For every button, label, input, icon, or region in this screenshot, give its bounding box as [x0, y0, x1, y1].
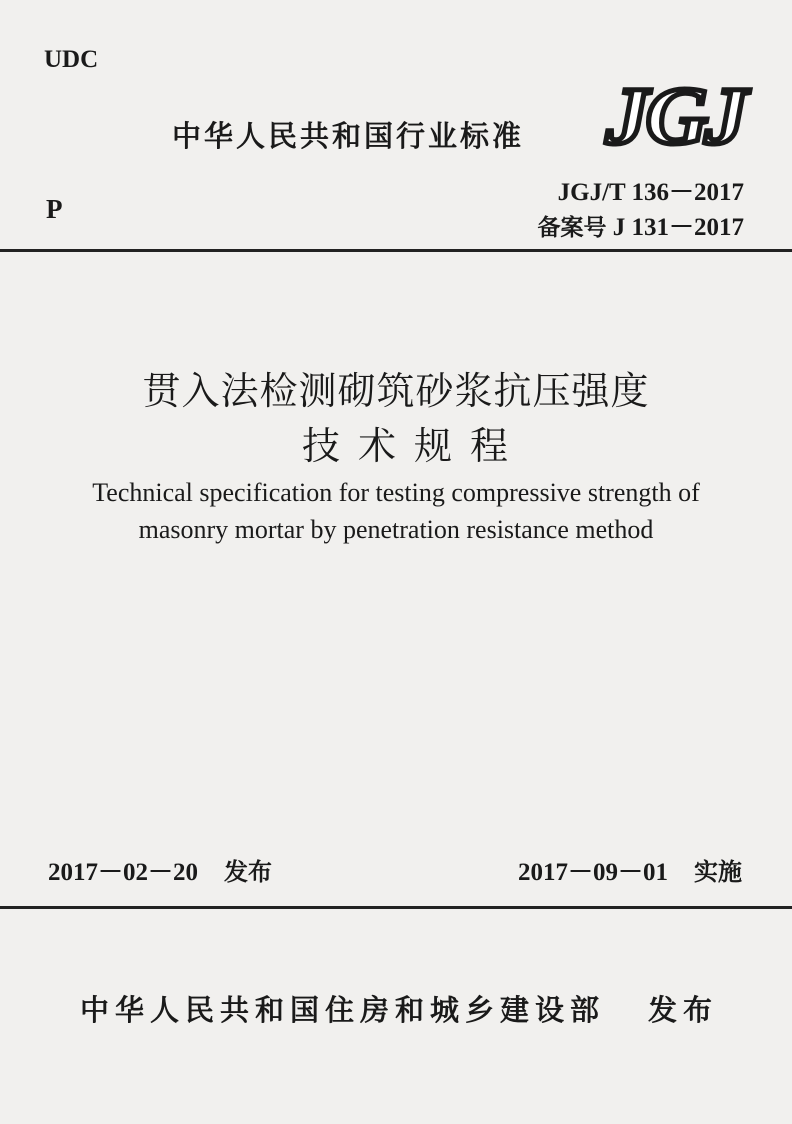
bottom-divider [0, 906, 792, 909]
issue-date-value: 2017－02－20 [48, 859, 199, 886]
category-letter: P [46, 194, 63, 224]
title-cn-line2: 技术规程 [301, 424, 526, 468]
jgj-logo [600, 70, 750, 161]
implementation-label: 实施 [694, 858, 742, 886]
record-number-value: J 131－2017 [612, 214, 744, 241]
publish-label: 发布 [648, 993, 719, 1027]
record-number [537, 207, 744, 243]
udc-label: UDC [44, 46, 99, 73]
implementation-date [518, 852, 742, 888]
top-divider [0, 249, 792, 252]
title-en-line2: masonry mortar by penetration resistance method [138, 515, 654, 544]
standard-type: 中华人民共和国行业标准 [172, 119, 525, 153]
publisher: 中华人民共和国住房和城乡建设部 [80, 993, 606, 1027]
issue-label: 发布 [224, 858, 273, 886]
standard-code: JGJ/T 136－2017 [557, 179, 744, 206]
record-label: 备案号 [537, 215, 607, 241]
title-en-line1: Technical specification for testing compressive strength of [92, 478, 700, 507]
implementation-date-value: 2017－09－01 [517, 859, 668, 886]
issue-date [48, 852, 272, 888]
title-cn-line1: 贯入法检测砌筑砂浆抗压强度 [142, 369, 650, 413]
jgj-logo-text: JGJ [605, 70, 745, 161]
